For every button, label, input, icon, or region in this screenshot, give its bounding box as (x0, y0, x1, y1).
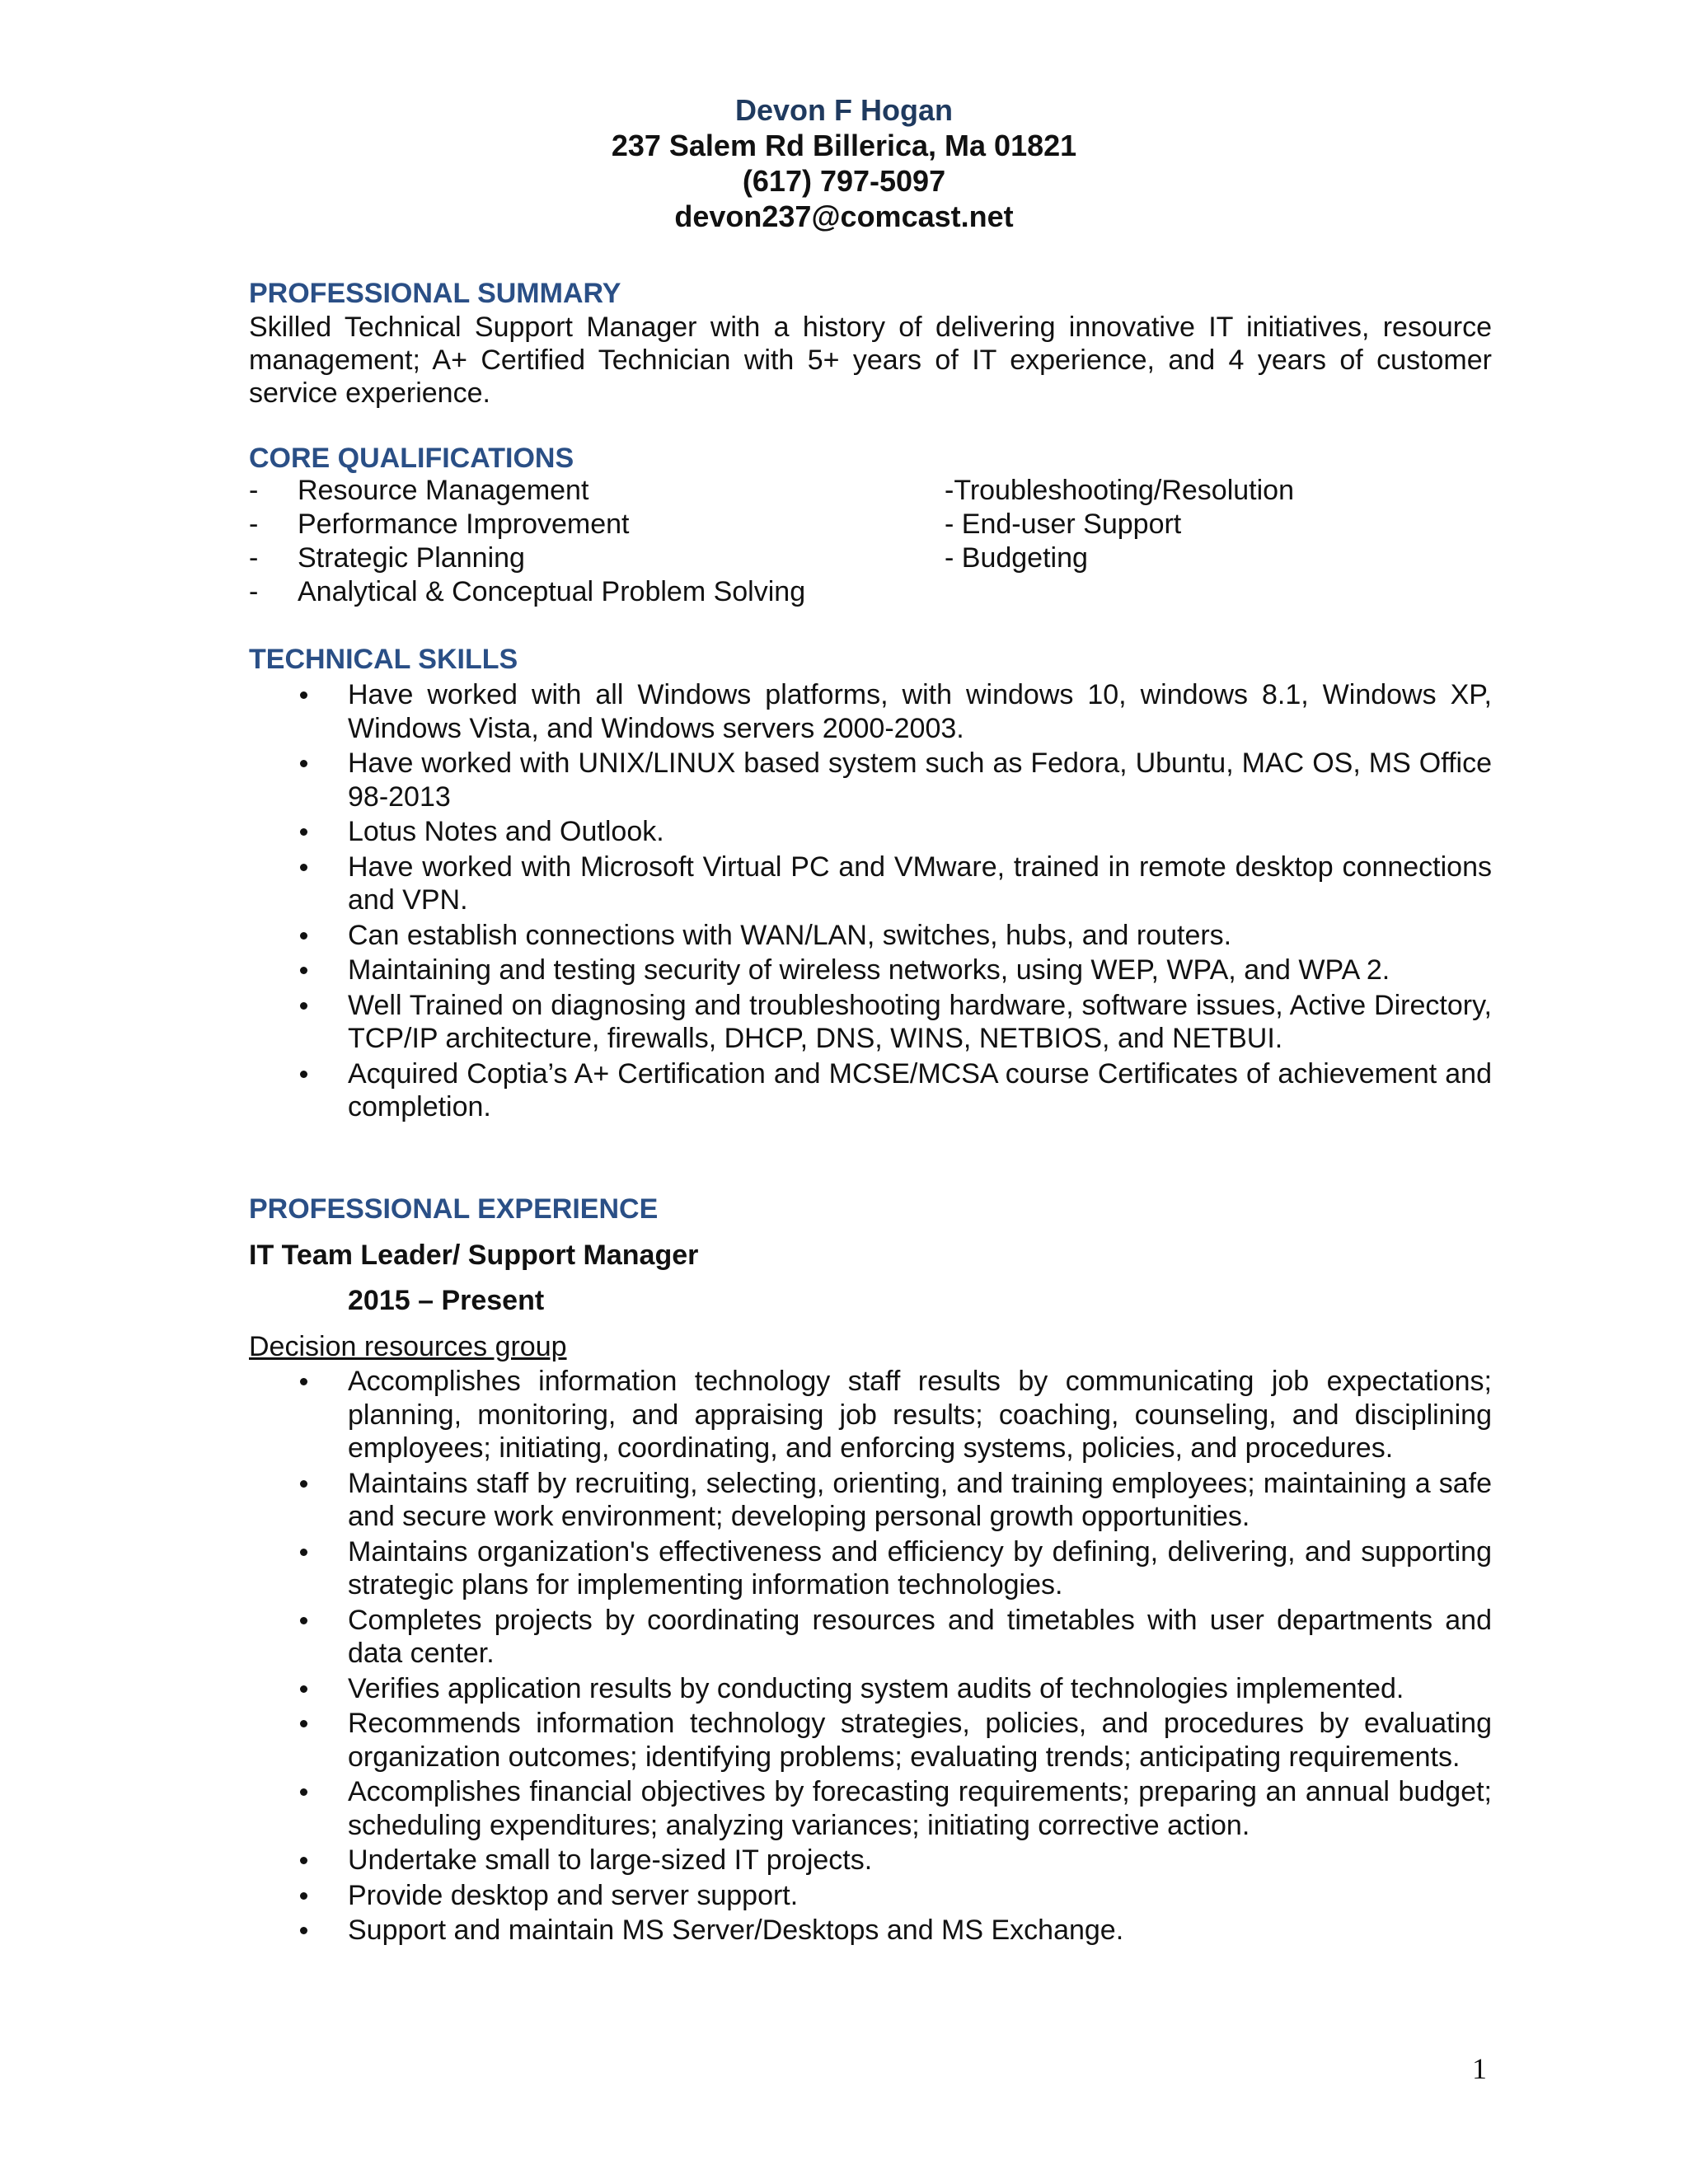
candidate-name: Devon F Hogan (734, 93, 953, 127)
skill-item: Acquired Coptia’s A+ Certification and MCSE/MCSA course Certificates of achievement and completion. (249, 1057, 1492, 1124)
phone-number: (617) 797-5097 (742, 164, 946, 198)
skill-item: Maintaining and testing security of wireless networks, using WEP, WPA, and WPA 2. (249, 954, 1492, 987)
skill-item: Have worked with Microsoft Virtual PC and VMware, trained in remote desktop connections and VPN. (249, 851, 1492, 917)
skill-item: Can establish connections with WAN/LAN, switches, hubs, and routers. (249, 919, 1492, 953)
qualifications-right-list (945, 474, 1294, 575)
experience-list (249, 1365, 1492, 1949)
experience-item: Support and maintain MS Server/Desktops and MS Exchange. (249, 1914, 1492, 1947)
skill-item: Have worked with all Windows platforms, with windows 10, windows 8.1, Windows XP, Windows Vista, and Windows servers 2000-2003. (249, 678, 1492, 745)
qualification-item: - Analytical & Conceptual Problem Solving (249, 576, 806, 607)
job-title: IT Team Leader/ Support Manager (249, 1240, 699, 1271)
skill-item: Lotus Notes and Outlook. (249, 815, 1492, 849)
qualification-item: - Strategic Planning (249, 542, 525, 574)
experience-item: Undertake small to large-sized IT projects. (249, 1844, 1492, 1877)
experience-item: Provide desktop and server support. (249, 1879, 1492, 1913)
skills-heading: TECHNICAL SKILLS (249, 644, 518, 675)
experience-item: Maintains staff by recruiting, selecting, orienting, and training employees; maintaining a safe and secure work environment; developing personal growth opportunities. (249, 1467, 1492, 1534)
qualification-item: - End-user Support (945, 509, 1182, 540)
skills-list (249, 678, 1492, 1126)
qualification-item: - Resource Management (249, 475, 589, 506)
job-dates: 2015 – Present (348, 1285, 545, 1316)
qualifications-left-list (249, 474, 805, 609)
qualification-item: -Troubleshooting/Resolution (945, 475, 1294, 506)
experience-item: Accomplishes financial objectives by forecasting requirements; preparing an annual budget; scheduling expenditures; analyzing variances; initiating corrective action. (249, 1775, 1492, 1842)
experience-item: Completes projects by coordinating resources and timetables with user departments and data center. (249, 1604, 1492, 1671)
page-number: 1 (1472, 2052, 1487, 2085)
address: 237 Salem Rd Billerica, Ma 01821 (611, 129, 1077, 162)
skill-item: Well Trained on diagnosing and troubleshooting hardware, software issues, Active Directory, TCP/IP architecture, firewalls, DHCP, DNS, WINS, NETBIOS, and NETBUI. (249, 989, 1492, 1056)
experience-item: Verifies application results by conducting system audits of technologies implemented. (249, 1672, 1492, 1706)
experience-item: Recommends information technology strategies, policies, and procedures by evaluating organization outcomes; identifying problems; evaluating trends; anticipating requirements. (249, 1707, 1492, 1774)
skill-item: Have worked with UNIX/LINUX based system such as Fedora, Ubuntu, MAC OS, MS Office 98-2013 (249, 747, 1492, 813)
company-name: Decision resources group (249, 1331, 567, 1362)
qualification-item: - Budgeting (945, 542, 1088, 574)
summary-text: Skilled Technical Support Manager with a history of delivering innovative IT initiatives, resource management; A+ Certified Technician with 5+ years of IT experience, and 4 years of customer service experience. (249, 312, 1492, 409)
summary-heading: PROFESSIONAL SUMMARY (249, 278, 621, 309)
qualification-item: - Performance Improvement (249, 509, 630, 540)
resume-header (0, 92, 1688, 234)
email-address: devon237@comcast.net (674, 199, 1014, 233)
experience-item: Accomplishes information technology staff results by communicating job expectations; planning, monitoring, and appraising job results; coaching, counseling, and disciplining employees; initiating, coordinating, and enforcing systems, policies, and procedures. (249, 1365, 1492, 1465)
qualifications-heading: CORE QUALIFICATIONS (249, 443, 574, 474)
experience-heading: PROFESSIONAL EXPERIENCE (249, 1193, 659, 1225)
experience-item: Maintains organization's effectiveness and efficiency by defining, delivering, and supporting strategic plans for implementing information technologies. (249, 1535, 1492, 1602)
